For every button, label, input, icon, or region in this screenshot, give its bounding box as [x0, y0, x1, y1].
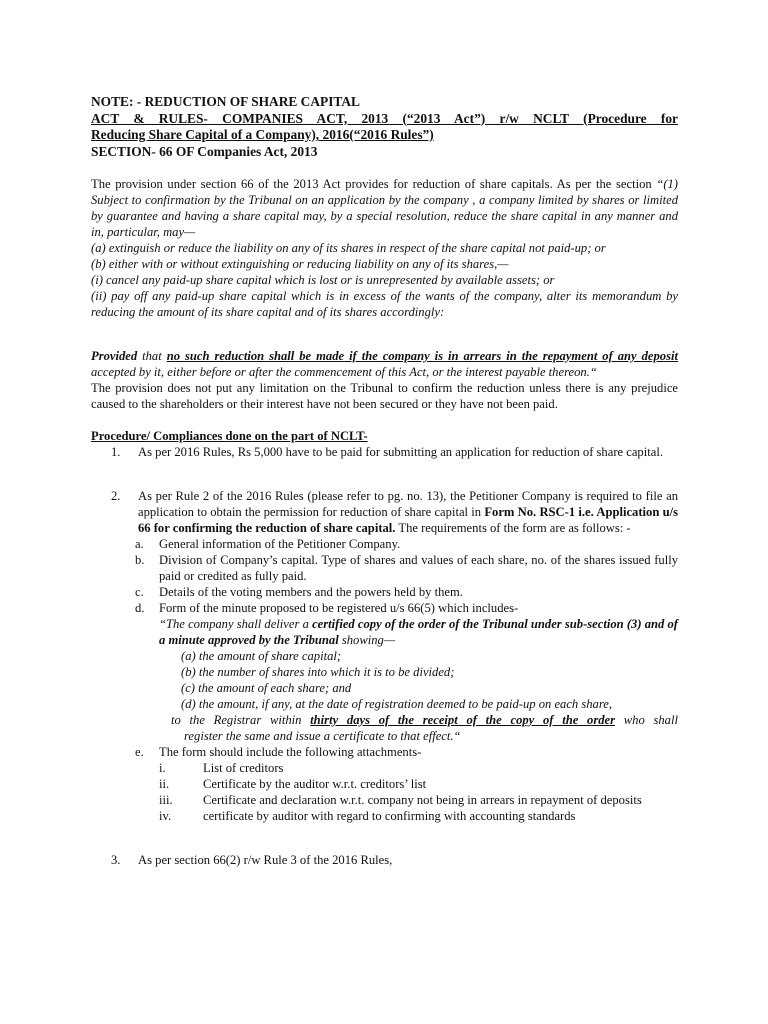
minute-line-b: (b) the number of shares into which it is to be divided;	[181, 665, 455, 679]
minute-line-d: (d) the amount, if any, at the date of registration deemed to be paid-up on each share,	[181, 697, 613, 711]
requirement-a: a. General information of the Petitioner Company.	[135, 537, 401, 551]
attachment-i: i. List of creditors	[159, 761, 284, 775]
form-rsc1: Form No. RSC-1 i.e. Application u/s 66 for confirming the reduction of share capital.	[138, 505, 678, 535]
intro-paragraph	[91, 176, 678, 240]
act-rules-heading-cont: Reducing Share Capital of a Company), 2016(“2016 Rules”)	[91, 127, 434, 142]
clause-b: (b) either with or without extinguishing or reducing liability on any of its shares,—	[91, 257, 509, 271]
proviso-paragraph: Provided that no such reduction shall be made if the company is in arrears in the repayment of any deposit accepted by it, either before or after the commencement of this Act, or the interest payable thereon.“	[91, 349, 678, 379]
minute-quote: “The company shall deliver a certified copy of the order of the Tribunal under sub-section (3) and of a minute approved by the Tribunal showing—	[159, 617, 678, 647]
attachment-iv: iv. certificate by auditor with regard to confirming with accounting standards	[159, 809, 576, 823]
procedure-heading: Procedure/ Compliances done on the part of NCLT-	[91, 429, 368, 443]
procedure-item-3: 3. As per section 66(2) r/w Rule 3 of the 2016 Rules,	[111, 853, 393, 867]
intro-lead: The provision under section 66 of the 2013 Act provides for reduction of share capitals. As per the section	[91, 177, 652, 191]
limitation-paragraph: The provision does not put any limitation on the Tribunal to confirm the reduction unless there is any prejudice caused to the shareholders or their interest have not been secured or they have not been paid.	[91, 381, 678, 411]
note-heading: NOTE: - REDUCTION OF SHARE CAPITAL	[91, 94, 360, 109]
requirement-b: b. Division of Company’s capital. Type of shares and values of each share, no. of the shares issued fully paid or credited as fully paid.	[135, 553, 678, 583]
proviso-key-condition: no such reduction shall be made if the company is in arrears in the repayment of any deposit	[166, 349, 678, 363]
section-quote: “(1) Subject to confirmation by the Tribunal on an application by the company , a company limited by shares or limited by guarantee and having a share capital may, by a special resolution, reduce the share capital in any manner and in, particular, may—	[91, 177, 679, 239]
requirement-c: c. Details of the voting members and the powers held by them.	[135, 585, 463, 599]
proviso-provided: Provided	[91, 349, 138, 363]
thirty-days-clause: thirty days of the receipt of the copy of the order	[310, 713, 616, 727]
requirement-e: e. The form should include the following attachments-	[135, 745, 422, 759]
clause-a: (a) extinguish or reduce the liability on any of its shares in respect of the share capital not paid-up; or	[91, 241, 606, 255]
minute-end-line: to the Registrar within thirty days of the receipt of the copy of the order who shall	[171, 713, 678, 727]
minute-line-a: (a) the amount of share capital;	[181, 649, 342, 663]
section-heading: SECTION- 66 OF Companies Act, 2013	[91, 143, 318, 159]
attachment-ii: ii. Certificate by the auditor w.r.t. creditors’ list	[159, 777, 427, 791]
minute-quote-bold: certified copy of the order of the Tribunal under sub-section (3) and of a minute approved by the Tribunal	[159, 617, 678, 647]
requirement-d: d. Form of the minute proposed to be registered u/s 66(5) which includes-	[135, 601, 519, 615]
clause-i: (i) cancel any paid-up share capital which is lost or is unrepresented by available assets; or	[91, 273, 555, 287]
attachment-iii: iii. Certificate and declaration w.r.t. company not being in arrears in repayment of deposits	[159, 793, 642, 807]
procedure-item-1: 1. As per 2016 Rules, Rs 5,000 have to be paid for submitting an application for reduction of share capital.	[111, 445, 663, 459]
clause-ii: (ii) pay off any paid-up share capital which is in excess of the wants of the company, alter its memorandum by reducing the amount of its share capital and of its shares accordingly:	[91, 289, 678, 319]
procedure-item-2: 2. As per Rule 2 of the 2016 Rules (please refer to pg. no. 13), the Petitioner Company is required to file an application to obtain the permission for reduction of share capital in Form No. RSC-1 i.e. Application u/s 66 for confirming the reduction of share capital. The requirements of the form are as follows: -	[111, 489, 678, 535]
minute-end-line-2: register the same and issue a certificate to that effect.“	[184, 729, 461, 743]
minute-line-c: (c) the amount of each share; and	[181, 681, 352, 695]
act-rules-heading: ACT & RULES- COMPANIES ACT, 2013 (“2013 Act”) r/w NCLT (Procedure for	[91, 110, 678, 126]
